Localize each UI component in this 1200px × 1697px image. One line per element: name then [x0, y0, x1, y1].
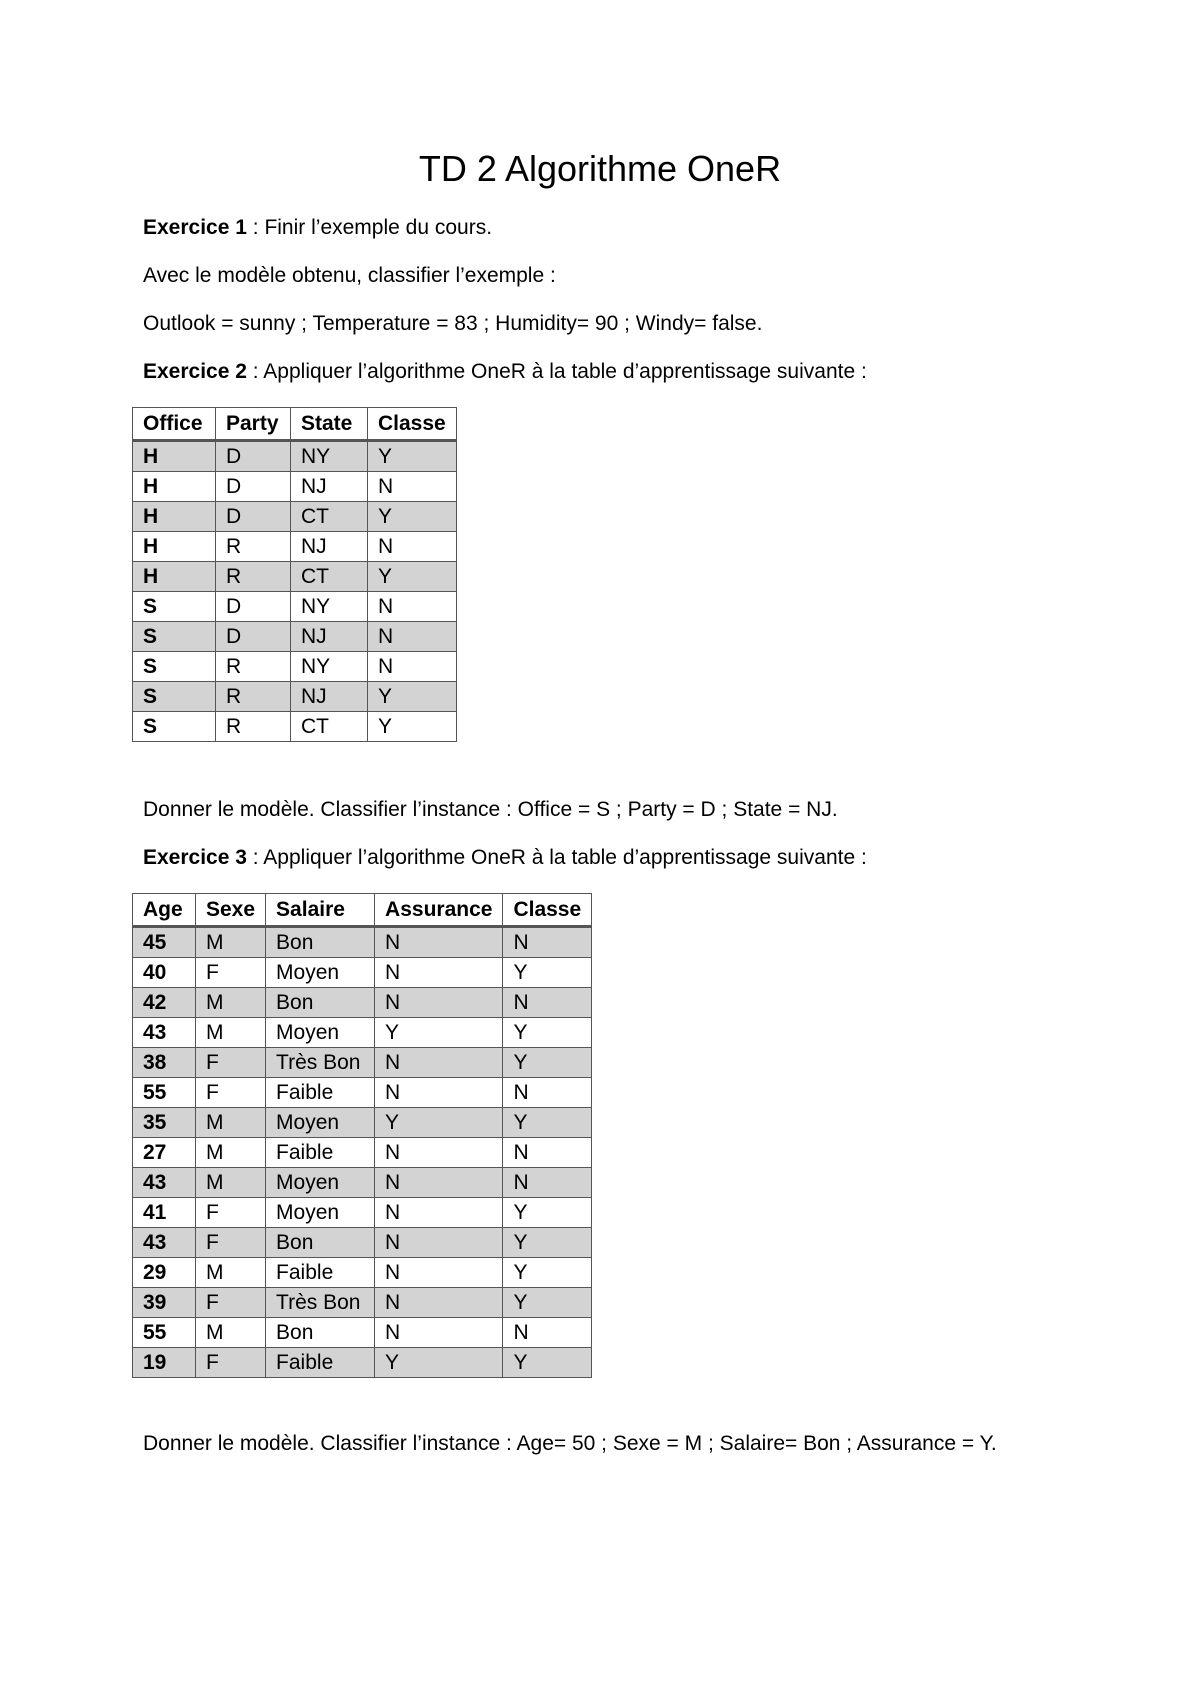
table-cell: F — [196, 1348, 266, 1378]
table-cell: M — [196, 1108, 266, 1138]
table-cell: H — [133, 532, 216, 562]
table-cell: N — [375, 1288, 503, 1318]
table-cell: Très Bon — [266, 1048, 375, 1078]
table-cell: Y — [503, 958, 592, 988]
exercise-2-table — [132, 407, 457, 742]
table-row — [133, 1018, 592, 1048]
table-cell: M — [196, 988, 266, 1018]
table-row — [133, 622, 457, 652]
table-cell: D — [216, 441, 291, 472]
table-cell: N — [375, 927, 503, 958]
table-row — [133, 1138, 592, 1168]
table-cell: D — [216, 502, 291, 532]
table-cell: M — [196, 1018, 266, 1048]
table-cell: D — [216, 472, 291, 502]
table-cell: CT — [291, 712, 368, 742]
document-title: TD 2 Algorithme OneR — [418, 148, 782, 189]
table-cell: Y — [375, 1348, 503, 1378]
table-cell: 35 — [133, 1108, 196, 1138]
exercise-3-label: Exercice 3 — [143, 846, 247, 869]
table-cell: 43 — [133, 1228, 196, 1258]
exercise-2-text: : Appliquer l’algorithme OneR à la table d’apprentissage suivante : — [246, 360, 867, 383]
table-cell: 19 — [133, 1348, 196, 1378]
table-cell: N — [375, 958, 503, 988]
table-cell: N — [375, 1168, 503, 1198]
table-cell: 39 — [133, 1288, 196, 1318]
table-cell: R — [216, 562, 291, 592]
table-cell: Moyen — [266, 1198, 375, 1228]
table-cell: N — [375, 1138, 503, 1168]
table-cell: NJ — [291, 472, 368, 502]
exercise-1-example: Outlook = sunny ; Temperature = 83 ; Humidity= 90 ; Windy= false. — [143, 312, 763, 335]
table-row — [133, 1258, 592, 1288]
column-header: State — [291, 408, 368, 441]
exercise-1-instruction: Avec le modèle obtenu, classifier l’exemple : — [143, 264, 556, 287]
table-cell: Moyen — [266, 1168, 375, 1198]
column-header: Office — [133, 408, 216, 441]
exercise-1-text: : Finir l’exemple du cours. — [246, 216, 493, 239]
table-cell: N — [368, 532, 457, 562]
table-cell: H — [133, 441, 216, 472]
table-cell: Y — [375, 1108, 503, 1138]
table-cell: 45 — [133, 927, 196, 958]
table-cell: M — [196, 1168, 266, 1198]
table-row — [133, 1078, 592, 1108]
table-cell: Faible — [266, 1348, 375, 1378]
table-cell: NJ — [291, 622, 368, 652]
table-cell: Y — [503, 1018, 592, 1048]
table-cell: S — [133, 682, 216, 712]
table-row — [133, 1048, 592, 1078]
table-cell: 42 — [133, 988, 196, 1018]
table-cell: Y — [503, 1258, 592, 1288]
table-cell: Faible — [266, 1138, 375, 1168]
table-cell: N — [375, 988, 503, 1018]
exercise-3-question: Donner le modèle. Classifier l’instance : Age= 50 ; Sexe = M ; Salaire= Bon ; Assurance = Y. — [143, 1432, 997, 1455]
column-header: Classe — [368, 408, 457, 441]
table-cell: NY — [291, 652, 368, 682]
table-cell: Moyen — [266, 958, 375, 988]
column-header: Sexe — [196, 894, 266, 927]
table-cell: N — [375, 1318, 503, 1348]
column-header: Salaire — [266, 894, 375, 927]
column-header: Age — [133, 894, 196, 927]
table-cell: CT — [291, 562, 368, 592]
table-cell: N — [503, 1138, 592, 1168]
table-cell: N — [375, 1258, 503, 1288]
table-cell: 55 — [133, 1318, 196, 1348]
table-cell: Bon — [266, 1228, 375, 1258]
table-cell: Faible — [266, 1258, 375, 1288]
table-cell: NJ — [291, 682, 368, 712]
table-cell: 38 — [133, 1048, 196, 1078]
table-cell: M — [196, 1258, 266, 1288]
table-row — [133, 1288, 592, 1318]
table-cell: H — [133, 472, 216, 502]
table-cell: S — [133, 592, 216, 622]
table-cell: 55 — [133, 1078, 196, 1108]
table-cell: NY — [291, 441, 368, 472]
table-cell: F — [196, 958, 266, 988]
table-row — [133, 682, 457, 712]
table-row — [133, 652, 457, 682]
table-cell: Y — [368, 441, 457, 472]
table-cell: S — [133, 652, 216, 682]
table-cell: Y — [375, 1018, 503, 1048]
table-cell: F — [196, 1078, 266, 1108]
table-cell: Bon — [266, 1318, 375, 1348]
table-row — [133, 592, 457, 622]
table-cell: Faible — [266, 1078, 375, 1108]
table-cell: Bon — [266, 927, 375, 958]
table-cell: Y — [503, 1108, 592, 1138]
table-cell: N — [368, 592, 457, 622]
table-cell: Y — [368, 682, 457, 712]
table-cell: Très Bon — [266, 1288, 375, 1318]
table-cell: F — [196, 1198, 266, 1228]
table-cell: N — [503, 927, 592, 958]
table-cell: Moyen — [266, 1018, 375, 1048]
table-cell: M — [196, 1318, 266, 1348]
exercise-2-question: Donner le modèle. Classifier l’instance : Office = S ; Party = D ; State = NJ. — [143, 798, 838, 821]
table-row — [133, 562, 457, 592]
table-row — [133, 988, 592, 1018]
table-row — [133, 1348, 592, 1378]
table-cell: R — [216, 532, 291, 562]
exercise-2-statement — [143, 360, 867, 384]
table-row — [133, 1168, 592, 1198]
table-cell: Y — [503, 1048, 592, 1078]
table-cell: F — [196, 1228, 266, 1258]
exercise-2-label: Exercice 2 — [143, 360, 247, 383]
table-cell: NJ — [291, 532, 368, 562]
table-cell: D — [216, 592, 291, 622]
table-row — [133, 712, 457, 742]
exercise-3-table — [132, 893, 592, 1378]
table-row — [133, 502, 457, 532]
table-row — [133, 1198, 592, 1228]
table-cell: N — [368, 622, 457, 652]
table-cell: H — [133, 502, 216, 532]
table-cell: Y — [368, 712, 457, 742]
table-cell: F — [196, 1288, 266, 1318]
table-row — [133, 1228, 592, 1258]
column-header: Assurance — [375, 894, 503, 927]
table-cell: Y — [503, 1348, 592, 1378]
table-cell: R — [216, 652, 291, 682]
exercise-1-statement — [143, 216, 492, 240]
table-cell: 43 — [133, 1018, 196, 1048]
table-cell: S — [133, 622, 216, 652]
table-cell: Bon — [266, 988, 375, 1018]
table-row — [133, 441, 457, 472]
table-cell: Moyen — [266, 1108, 375, 1138]
table-cell: Y — [503, 1228, 592, 1258]
table-cell: N — [503, 1318, 592, 1348]
table-cell: M — [196, 927, 266, 958]
table-cell: N — [503, 1168, 592, 1198]
table-cell: N — [375, 1048, 503, 1078]
table-cell: R — [216, 712, 291, 742]
table-cell: CT — [291, 502, 368, 532]
table-row — [133, 532, 457, 562]
table-cell: N — [503, 988, 592, 1018]
column-header: Party — [216, 408, 291, 441]
table-cell: F — [196, 1048, 266, 1078]
column-header: Classe — [503, 894, 592, 927]
table-row — [133, 472, 457, 502]
table-cell: D — [216, 622, 291, 652]
table-cell: N — [375, 1078, 503, 1108]
table-row — [133, 1108, 592, 1138]
table-cell: Y — [503, 1198, 592, 1228]
table-row — [133, 1318, 592, 1348]
table-cell: N — [368, 472, 457, 502]
table-cell: R — [216, 682, 291, 712]
table-cell: S — [133, 712, 216, 742]
table-cell: Y — [503, 1288, 592, 1318]
table-row — [133, 927, 592, 958]
exercise-1-label: Exercice 1 — [143, 216, 247, 239]
table-cell: Y — [368, 502, 457, 532]
table-cell: N — [368, 652, 457, 682]
table-cell: 43 — [133, 1168, 196, 1198]
table-cell: M — [196, 1138, 266, 1168]
table-cell: N — [375, 1198, 503, 1228]
table-cell: H — [133, 562, 216, 592]
table-cell: NY — [291, 592, 368, 622]
table-cell: 29 — [133, 1258, 196, 1288]
table-cell: N — [375, 1228, 503, 1258]
table-cell: 27 — [133, 1138, 196, 1168]
table-row — [133, 958, 592, 988]
table-cell: 41 — [133, 1198, 196, 1228]
table-cell: N — [503, 1078, 592, 1108]
exercise-3-statement — [143, 846, 867, 870]
exercise-3-text: : Appliquer l’algorithme OneR à la table d’apprentissage suivante : — [246, 846, 867, 869]
table-cell: 40 — [133, 958, 196, 988]
table-cell: Y — [368, 562, 457, 592]
